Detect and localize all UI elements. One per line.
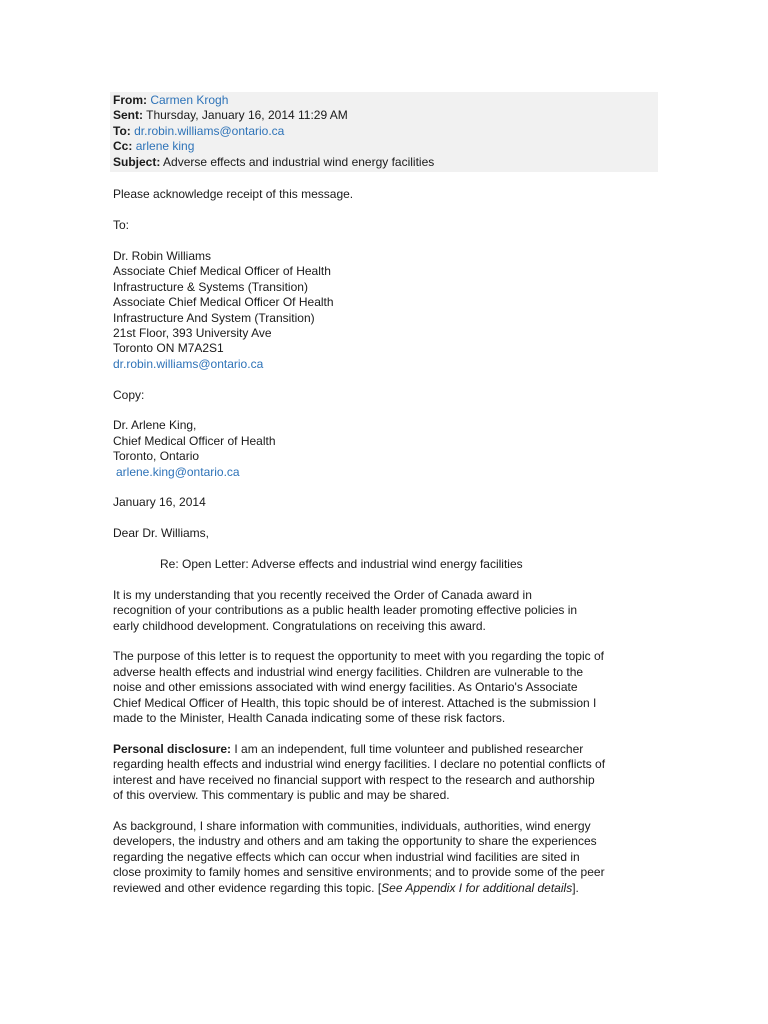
paragraph-line: close proximity to family homes and sensitive environments; and to provide some of the peer — [113, 865, 605, 880]
paragraph-disclosure — [113, 742, 658, 804]
copy-address — [113, 418, 658, 480]
address-line: Chief Medical Officer of Health — [113, 433, 276, 448]
email-header — [110, 92, 658, 172]
re-line: Re: Open Letter: Adverse effects and industrial wind energy facilities — [160, 557, 523, 572]
paragraph-line: made to the Minister, Health Canada indicating some of these risk factors. — [113, 711, 506, 726]
paragraph-line — [113, 742, 658, 757]
paragraph-award — [113, 588, 658, 634]
paragraph-purpose — [113, 649, 658, 726]
from-label: From: — [113, 93, 147, 107]
acknowledge-text: Please acknowledge receipt of this message. — [113, 187, 354, 202]
to-link[interactable]: dr.robin.williams@ontario.ca — [134, 123, 285, 138]
address-line: Dr. Arlene King, — [113, 418, 197, 433]
paragraph-line: developers, the industry and others and am taking the opportunity to share the experiences — [113, 834, 597, 849]
paragraph-line: interest and have received no financial support with respect to the research and authorship — [113, 772, 595, 787]
paragraph-line: regarding the negative effects which can occur when industrial wind facilities are sited in — [113, 849, 580, 864]
copy-email-link[interactable]: arlene.king@ontario.ca — [116, 464, 240, 479]
paragraph-line — [113, 881, 658, 896]
paragraph-line: early childhood development. Congratulations on receiving this award. — [113, 618, 486, 633]
to-label: To: — [113, 123, 131, 138]
sent-value: Thursday, January 16, 2014 11:29 AM — [146, 108, 348, 123]
address-line: Infrastructure & Systems (Transition) — [113, 279, 308, 294]
paragraph-line: The purpose of this letter is to request the opportunity to meet with you regarding the topic of — [113, 649, 604, 664]
cc-row — [113, 139, 655, 154]
address-line: Associate Chief Medical Officer Of Health — [113, 295, 334, 310]
letter-content — [113, 92, 658, 896]
paragraph-line: It is my understanding that you recently received the Order of Canada award in — [113, 587, 532, 602]
paragraph-line: regarding health effects and industrial wind energy facilities. I declare no potential conflicts of — [113, 757, 606, 772]
disclosure-first-text: I am an independent, full time volunteer and published researcher — [231, 741, 584, 756]
from-row — [113, 93, 655, 108]
address-line: Toronto, Ontario — [113, 449, 200, 464]
paragraph-line: adverse health effects and industrial wind energy facilities. Children are vulnerable to the — [113, 664, 584, 679]
copy-heading: Copy: — [113, 387, 145, 402]
address-line: Associate Chief Medical Officer of Health — [113, 264, 331, 279]
letter-date: January 16, 2014 — [113, 495, 206, 510]
paragraph-line: As background, I share information with communities, individuals, authorities, wind energy — [113, 818, 591, 833]
sent-row — [113, 108, 655, 123]
disclosure-label: Personal disclosure: — [113, 741, 232, 756]
subject-value: Adverse effects and industrial wind energy facilities — [163, 154, 435, 169]
background-last-start: reviewed and other evidence regarding this topic. [ — [113, 880, 382, 895]
background-last-end: ]. — [572, 880, 579, 895]
to-heading: To: — [113, 218, 130, 233]
address-line: Toronto ON M7A2S1 — [113, 341, 224, 356]
subject-row — [113, 155, 655, 170]
address-line: Dr. Robin Williams — [113, 249, 212, 264]
paragraph-line: noise and other emissions associated with wind energy facilities. As Ontario's Associate — [113, 680, 578, 695]
paragraph-line: of this overview. This commentary is public and may be shared. — [113, 788, 450, 803]
sent-label: Sent: — [113, 108, 143, 123]
address-line: Infrastructure And System (Transition) — [113, 310, 315, 325]
paragraph-line: Chief Medical Officer of Health, this topic should be of interest. Attached is the submission I — [113, 695, 597, 710]
from-link[interactable]: Carmen Krogh — [150, 93, 229, 107]
paragraph-line: recognition of your contributions as a public health leader promoting effective policies in — [113, 603, 578, 618]
salutation: Dear Dr. Williams, — [113, 526, 210, 541]
recipient-address — [113, 249, 658, 372]
address-line: 21st Floor, 393 University Ave — [113, 326, 272, 341]
paragraph-background — [113, 819, 658, 896]
cc-label: Cc: — [113, 139, 133, 154]
to-row — [113, 124, 655, 139]
recipient-email-link[interactable]: dr.robin.williams@ontario.ca — [113, 356, 264, 371]
subject-label: Subject: — [113, 154, 161, 169]
cc-link[interactable]: arlene king — [135, 139, 195, 154]
appendix-reference: See Appendix I for additional details — [381, 880, 573, 895]
